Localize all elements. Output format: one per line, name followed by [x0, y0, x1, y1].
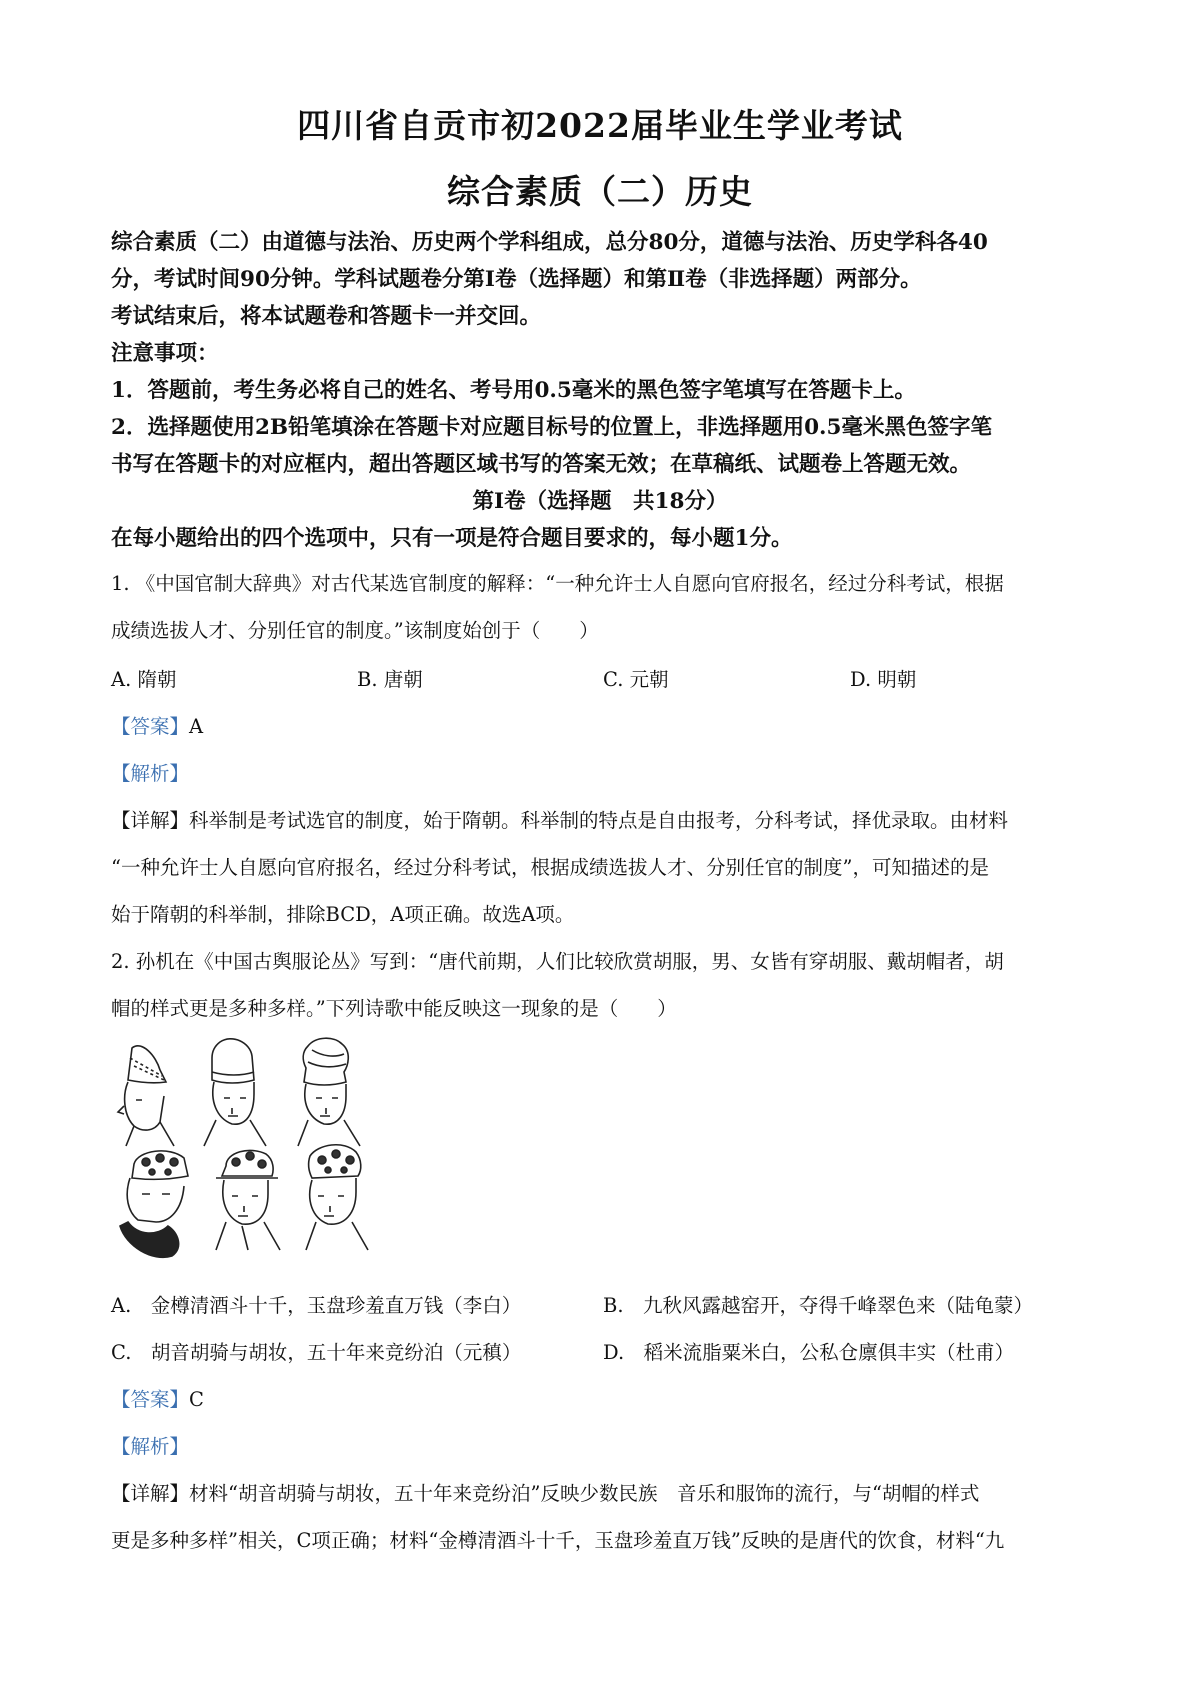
intro-line: 考试结束后，将本试题卷和答题卡一并交回。 [111, 304, 542, 329]
notice-item: 书写在答题卡的对应框内，超出答题区域书写的答案无效；在草稿纸、试题卷上答题无效。 [111, 452, 972, 477]
q1-option-b: B. 唐朝 [357, 668, 423, 691]
q2-option-d: D. 稻米流脂粟米白，公私仓廪俱丰实（杜甫） [603, 1341, 1015, 1364]
intro-line: 分，考试时间90分钟。学科试题卷分第Ⅰ卷（选择题）和第Ⅱ卷（非选择题）两部分。 [111, 267, 922, 292]
q2-answer [111, 1384, 204, 1412]
q2-detail: 更是多种多样”相关，C项正确；材料“金樽清酒斗十千，玉盘珍羞直万钱”反映的是唐代的饮食，材料“九 [111, 1529, 1005, 1552]
section-instruction: 在每小题给出的四个选项中，只有一项是符合题目要求的，每小题1分。 [111, 526, 793, 551]
q1-detail: “一种允许士人自愿向官府报名，经过分科考试，根据成绩选拔人才、分别任官的制度”，可知描述的是 [111, 856, 989, 879]
q2-detail: 【详解】材料“胡音胡骑与胡妆，五十年来竞纷泊”反映少数民族 音乐和服饰的流行，与“胡帽的样式 [111, 1482, 980, 1505]
answer-tag: 【答案】 [111, 1388, 190, 1411]
hu-hats-illustration [112, 1036, 402, 1268]
question-1-stem: 1. 《中国官制大辞典》对古代某选官制度的解释：“一种允许士人自愿向官府报名，经过分科考试，根据 [111, 572, 1004, 595]
analysis-tag: 【解析】 [111, 1435, 190, 1458]
head-figure [306, 1145, 368, 1250]
head-figure [204, 1039, 266, 1146]
head-figure [118, 1046, 174, 1146]
q1-option-a: A. 隋朝 [111, 668, 177, 691]
intro-line: 综合素质（二）由道德与法治、历史两个学科组成，总分80分，道德与法治、历史学科各40 [111, 230, 988, 255]
q2-option-b: B. 九秋风露越窑开，夺得千峰翠色来（陆龟蒙） [603, 1294, 1034, 1317]
notice-item: 1．答题前，考生务必将自己的姓名、考号用0.5毫米的黑色签字笔填写在答题卡上。 [111, 378, 916, 403]
q2-option-a: A. 金樽清酒斗十千，玉盘珍羞直万钱（李白） [111, 1294, 522, 1317]
answer-value: C [189, 1388, 204, 1411]
head-figure [216, 1150, 280, 1250]
section-title: 第Ⅰ卷（选择题 共18分） [472, 489, 728, 514]
q2-option-c: C. 胡音胡骑与胡妆，五十年来竞纷泊（元稹） [111, 1341, 522, 1364]
answer-value: A [189, 715, 204, 738]
question-2-stem: 帽的样式更是多种多样。”下列诗歌中能反映这一现象的是（ ） [111, 997, 677, 1020]
question-2-stem: 2. 孙机在《中国古舆服论丛》写到：“唐代前期，人们比较欣赏胡服，男、女皆有穿胡服、戴胡帽者，胡 [111, 950, 1004, 973]
answer-tag: 【答案】 [111, 715, 190, 738]
q1-detail: 始于隋朝的科举制，排除BCD，A项正确。故选A项。 [111, 903, 575, 926]
notice-heading: 注意事项： [111, 341, 219, 366]
analysis-tag: 【解析】 [111, 762, 190, 785]
q2-analysis-tag [111, 1431, 189, 1459]
head-figure [120, 1151, 188, 1257]
question-1-stem: 成绩选拔人才、分别任官的制度。”该制度始创于（ ） [111, 619, 599, 642]
head-figure [298, 1038, 360, 1146]
q1-option-d: D. 明朝 [850, 668, 917, 691]
q1-option-c: C. 元朝 [603, 668, 669, 691]
q1-analysis-tag [111, 758, 189, 786]
q1-answer [111, 711, 203, 739]
page-subtitle: 综合素质（二）历史 [447, 172, 753, 211]
page-title: 四川省自贡市初2022届毕业生学业考试 [297, 106, 903, 145]
q1-detail: 【详解】科举制是考试选官的制度，始于隋朝。科举制的特点是自由报考，分科考试，择优录取。由材料 [111, 809, 1009, 832]
notice-item: 2．选择题使用2B铅笔填涂在答题卡对应题目标号的位置上，非选择题用0.5毫米黑色签字笔 [111, 415, 992, 440]
